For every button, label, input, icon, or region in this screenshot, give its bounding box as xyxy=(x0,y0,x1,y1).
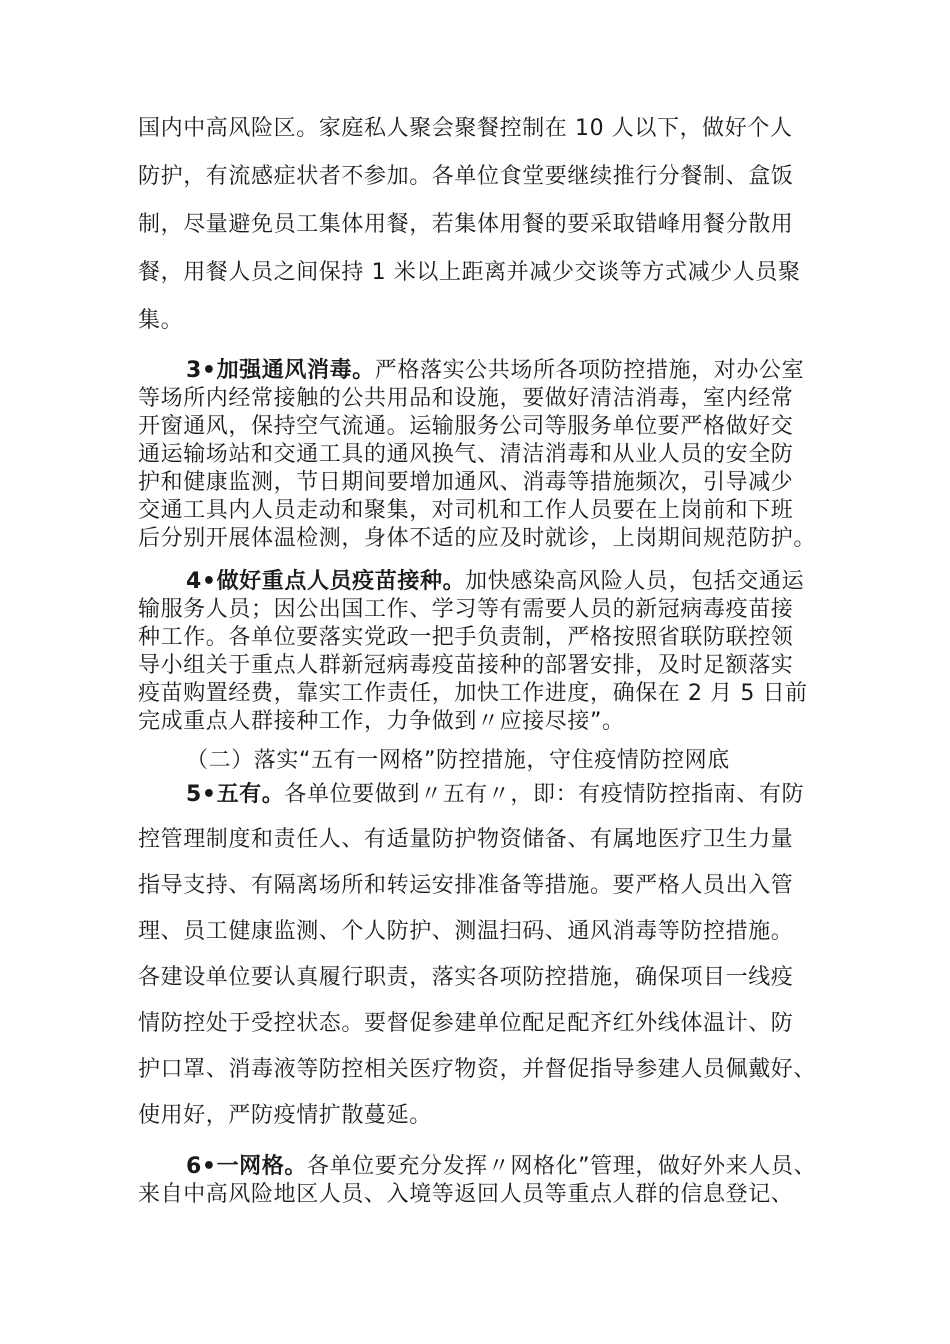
section-title: （二）落实“五有一网格”防控措施，守住疫情防控网底 xyxy=(186,748,730,773)
item-3-heading: 3•加强通风消毒。 xyxy=(186,358,375,383)
item-4-first-line xyxy=(186,567,876,597)
item-5-first-line xyxy=(186,780,876,810)
paragraph-line: 输服务人员；因公出国工作、学习等有需要人员的新冠病毒疫苗接 xyxy=(138,597,794,622)
paragraph-line: 来自中高风险地区人员、入境等返回人员等重点人群的信息登记、 xyxy=(138,1182,794,1207)
paragraph-line: 护口罩、消毒液等防控相关医疗物资，并督促指导参建人员佩戴好、 xyxy=(138,1057,817,1082)
item-4-heading: 4•做好重点人员疫苗接种。 xyxy=(186,569,466,594)
paragraph-line: 种工作。各单位要落实党政一把手负责制，严格按照省联防联控领 xyxy=(138,625,794,650)
paragraph-line: 交通工具内人员走动和聚集，对司机和工作人员要在上岗前和下班 xyxy=(138,498,794,523)
item-5-text: 各单位要做到〃五有〃，即：有疫情防控指南、有防 xyxy=(284,782,805,807)
item-4-text: 加快感染高风险人员，包括交通运 xyxy=(465,569,805,594)
paragraph-line: 指导支持、有隔离场所和转运安排准备等措施。要严格人员出入管 xyxy=(138,873,794,898)
paragraph-line: 导小组关于重点人群新冠病毒疫苗接种的部署安排，及时足额落实 xyxy=(138,653,794,678)
paragraph-line: 制，尽量避免员工集体用餐，若集体用餐的要采取错峰用餐分散用 xyxy=(138,212,794,237)
item-3-text: 严格落实公共场所各项防控措施，对办公室 xyxy=(374,358,805,383)
item-5-heading: 5•五有。 xyxy=(186,782,285,807)
paragraph-line: 护和健康监测，节日期间要增加通风、消毒等措施频次，引导减少 xyxy=(138,470,794,495)
paragraph-line: 集。 xyxy=(138,308,184,333)
paragraph-line: 疫苗购置经费，靠实工作责任，加快工作进度，确保在 2 月 5 日前 xyxy=(138,681,808,706)
item-3-first-line xyxy=(186,356,876,386)
paragraph-line: 各建设单位要认真履行职责，落实各项防控措施，确保项目一线疫 xyxy=(138,965,794,990)
paragraph-line: 餐，用餐人员之间保持 1 米以上距离并减少交谈等方式减少人员聚 xyxy=(138,260,801,285)
paragraph-line: 防护，有流感症状者不参加。各单位食堂要继续推行分餐制、盒饭 xyxy=(138,164,794,189)
item-6-first-line xyxy=(186,1152,876,1182)
paragraph-line: 完成重点人群接种工作，力争做到〃应接尽接”。 xyxy=(138,709,625,734)
paragraph-line: 控管理制度和责任人、有适量防护物资储备、有属地医疗卫生力量 xyxy=(138,827,794,852)
item-6-heading: 6•一网格。 xyxy=(186,1154,307,1179)
paragraph-line: 等场所内经常接触的公共用品和设施，要做好清洁消毒，室内经常 xyxy=(138,386,794,411)
item-6-text: 各单位要充分发挥〃网格化”管理，做好外来人员、 xyxy=(306,1154,817,1179)
paragraph-line: 情防控处于受控状态。要督促参建单位配足配齐红外线体温计、防 xyxy=(138,1011,794,1036)
paragraph-line: 理、员工健康监测、个人防护、测温扫码、通风消毒等防控措施。 xyxy=(138,919,794,944)
paragraph-line: 通运输场站和交通工具的通风换气、清洁消毒和从业人员的安全防 xyxy=(138,442,794,467)
paragraph-line: 国内中高风险区。家庭私人聚会聚餐控制在 10 人以下，做好个人 xyxy=(138,116,793,141)
paragraph-line: 使用好，严防疫情扩散蔓延。 xyxy=(138,1103,432,1128)
paragraph-line: 后分别开展体温检测，身体不适的应及时就诊，上岗期间规范防护。 xyxy=(138,526,817,551)
paragraph-line: 开窗通风，保持空气流通。运输服务公司等服务单位要严格做好交 xyxy=(138,414,794,439)
